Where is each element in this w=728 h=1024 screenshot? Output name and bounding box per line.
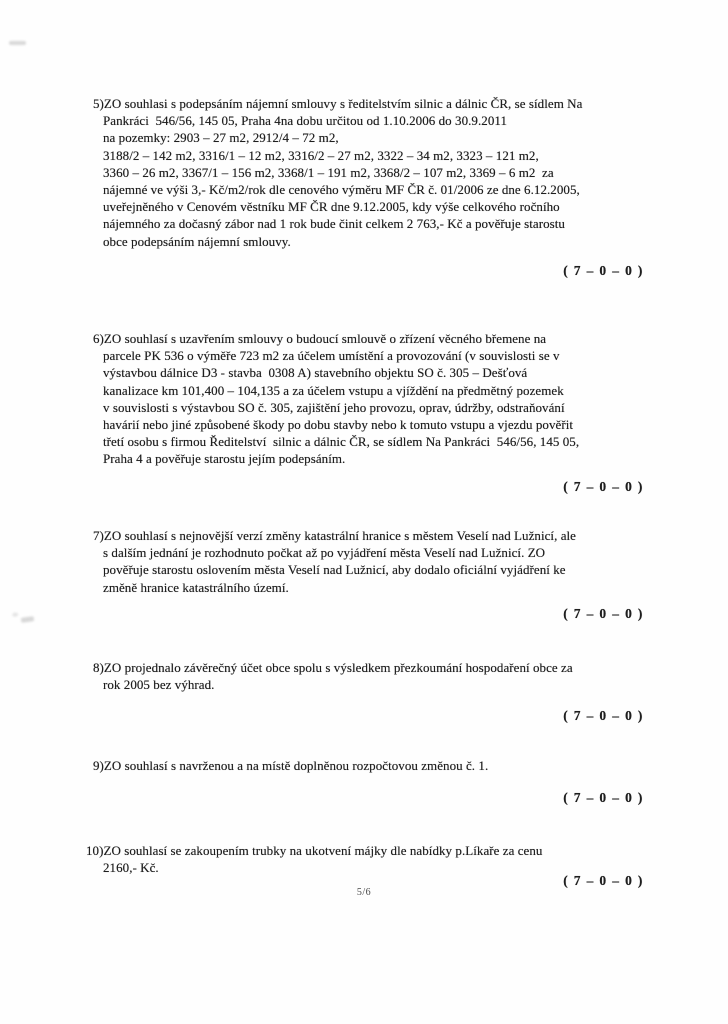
resolution-item-5 xyxy=(93,95,663,250)
vote-result-7: ( 7 – 0 – 0 ) xyxy=(563,606,643,621)
text-line: 3188/2 – 142 m2, 3316/1 – 12 m2, 3316/2 – 27 m2, 3322 – 34 m2, 3323 – 121 m2, xyxy=(103,147,539,163)
vote-result-9: ( 7 – 0 – 0 ) xyxy=(563,790,643,805)
text-line: nájemného za dočasný zábor nad 1 rok bude činit celkem 2 763,- Kč a pověřuje starostu xyxy=(103,216,565,232)
text-line: 8)ZO projednalo závěrečný účet obce spolu s výsledkem přezkoumání hospodaření obce za xyxy=(93,660,573,675)
vote-result-5: ( 7 – 0 – 0 ) xyxy=(563,263,643,278)
text-line: uveřejněného v Cenovém věstníku MF ČR dne 9.12.2005, kdy výše celkového ročního xyxy=(103,199,560,215)
text-line: v souvislosti s výstavbou SO č. 305, zajištění jeho provozu, oprav, údržby, odstraňování xyxy=(103,399,565,415)
text-line: s dalším jednání je rozhodnuto počkat až po vyjádření města Veselí nad Lužnicí. ZO xyxy=(103,545,546,561)
text-line: Pankráci 546/56, 145 05, Praha 4na dobu určitou od 1.10.2006 do 30.9.2011 xyxy=(103,113,508,129)
text-line: kanalizace km 101,400 – 104,135 a za účelem vstupu a vjíždění na předmětný pozemek xyxy=(103,382,564,398)
page-footer-page-number: 5/6 xyxy=(356,887,372,898)
text-line: obce podepsáním nájemní smlouvy. xyxy=(103,233,291,249)
scan-artifact xyxy=(9,41,26,45)
resolution-item-9 xyxy=(93,757,663,774)
text-line: 9)ZO souhlasí s navrženou a na místě doplněnou rozpočtovou změnou č. 1. xyxy=(93,758,489,773)
text-line: havárií nebo jiné způsobené škody po dobu stavby nebo k tomuto vstupu a vjezdu pověřit xyxy=(103,417,574,433)
resolution-item-6 xyxy=(93,330,663,468)
text-line: nájemné ve výši 3,- Kč/m2/rok dle cenového výměru MF ČR č. 01/2006 ze dne 6.12.2005, xyxy=(103,182,580,198)
resolution-item-7 xyxy=(93,527,663,596)
vote-result-6: ( 7 – 0 – 0 ) xyxy=(563,479,643,494)
text-line: změně hranice katastrálního území. xyxy=(103,579,289,595)
scan-artifact xyxy=(21,616,35,623)
text-line: na pozemky: 2903 – 27 m2, 2912/4 – 72 m2, xyxy=(103,130,339,146)
text-line: výstavbou dálnice D3 - stavba 0308 A) stavebního objektu SO č. 305 – Dešťová xyxy=(103,365,528,381)
text-line: pověřuje starostu oslovením města Veselí nad Lužnicí, aby dodalo oficiální vyjádření ke xyxy=(103,562,566,578)
resolution-item-10 xyxy=(86,842,663,876)
vote-result-10: ( 7 – 0 – 0 ) xyxy=(563,873,643,888)
text-line: parcele PK 536 o výměře 723 m2 za účelem umístění a provozování (v souvislosti se v xyxy=(103,348,560,364)
text-line: Praha 4 a pověřuje starostu jejím podepsáním. xyxy=(103,451,346,467)
text-line: rok 2005 bez výhrad. xyxy=(103,677,215,693)
text-line: 10)ZO souhlasí se zakoupením trubky na ukotvení májky dle nabídky p.Líkaře za cenu xyxy=(86,843,543,858)
text-line: 7)ZO souhlasí s nejnovější verzí změny katastrální hranice s městem Veselí nad Lužnicí, ale xyxy=(93,528,576,543)
text-line: 6)ZO souhlasí s uzavřením smlouvy o budoucí smlouvě o zřízení věcného břemene na xyxy=(93,331,547,346)
vote-result-8: ( 7 – 0 – 0 ) xyxy=(563,708,643,723)
text-line: 3360 – 26 m2, 3367/1 – 156 m2, 3368/1 – 191 m2, 3368/2 – 107 m2, 3369 – 6 m2 za xyxy=(103,164,554,180)
text-line: třetí osobu s firmou Ředitelství silnic a dálnic ČR, se sídlem Na Pankráci 546/56, 145 05, xyxy=(103,434,580,450)
text-line: 5)ZO souhlasi s podepsáním nájemní smlouvy s ředitelstvím silnic a dálnic ČR, se sídlem Na xyxy=(93,96,583,111)
resolution-item-8 xyxy=(93,659,663,693)
text-line: 2160,- Kč. xyxy=(103,860,159,876)
